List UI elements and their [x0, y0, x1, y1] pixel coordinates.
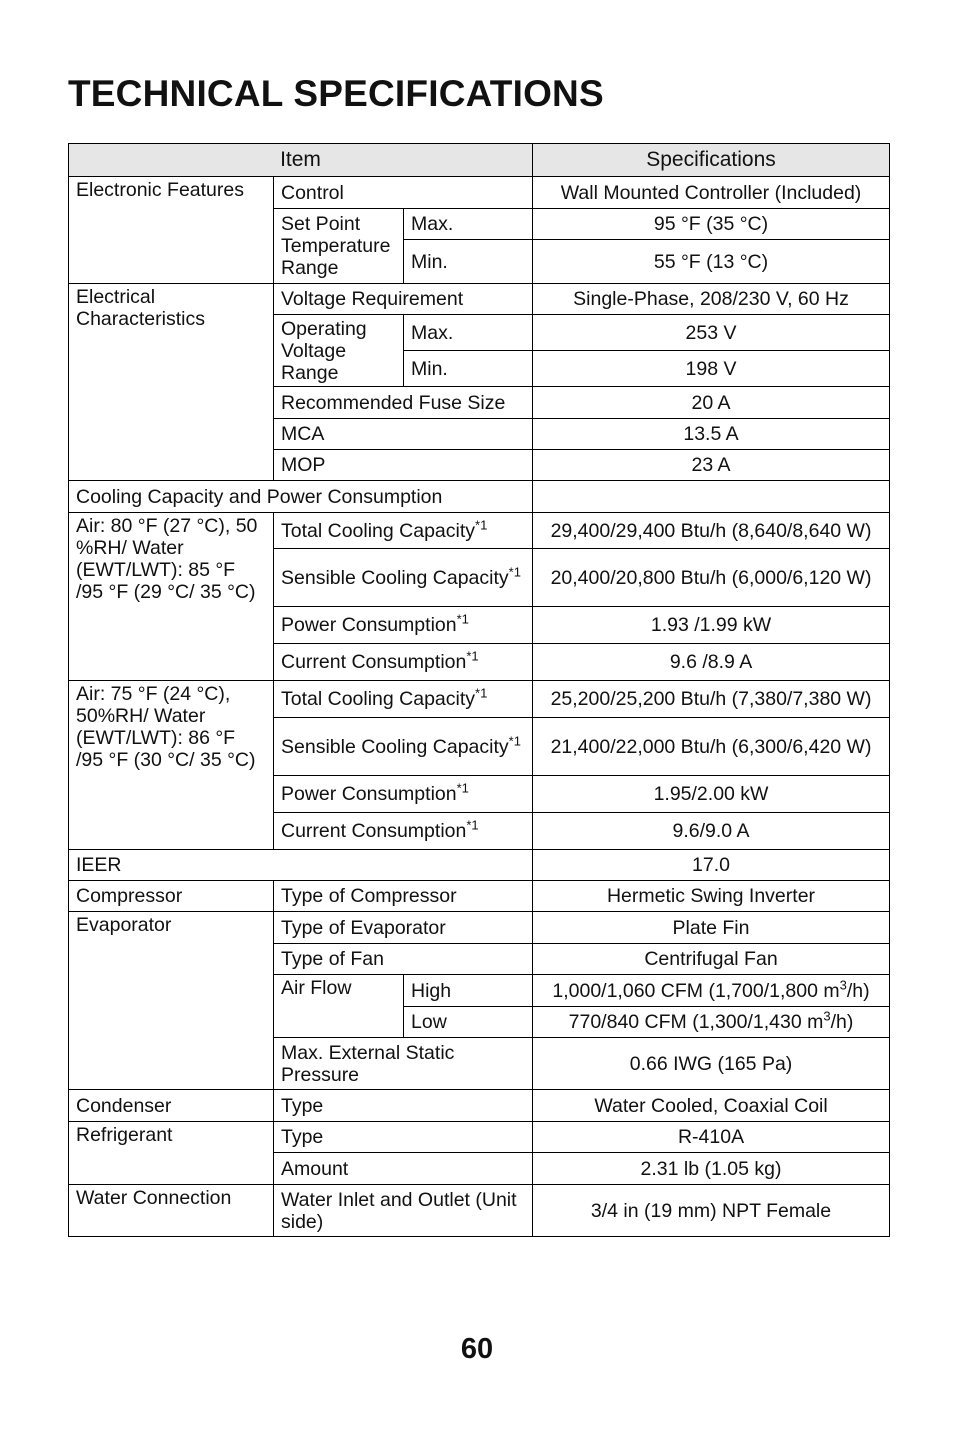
spec-value: Water Cooled, Coaxial Coil [533, 1090, 890, 1122]
spec-value: 17.0 [533, 850, 890, 881]
row-label: Electronic Features [69, 177, 274, 284]
spec-value: 198 V [533, 351, 890, 387]
sub-label-text: Total Cooling Capacity [281, 519, 476, 542]
table-row [69, 881, 890, 912]
spec-value: R-410A [533, 1122, 890, 1153]
table-row [69, 912, 890, 944]
header-row [69, 144, 890, 177]
spec-value: 253 V [533, 315, 890, 351]
spec-value: Hermetic Swing Inverter [533, 881, 890, 912]
sub-label: Type [274, 1090, 533, 1122]
row-label: Evaporator [69, 912, 274, 1090]
table-row [69, 177, 890, 209]
footnote-ref: *1 [475, 517, 488, 532]
sub-label: Type of Fan [274, 944, 533, 975]
sub-label [274, 513, 533, 549]
spec-value: 21,400/22,000 Btu/h (6,300/6,420 W) [533, 718, 890, 776]
row-label: IEER [69, 850, 533, 881]
sub-label [274, 607, 533, 644]
footnote-ref: *1 [508, 564, 521, 579]
footnote-ref: *1 [456, 611, 469, 627]
spec-value: Single-Phase, 208/230 V, 60 Hz [533, 284, 890, 315]
superscript: 3 [823, 1008, 831, 1024]
spec-value-empty [533, 481, 890, 513]
spec-value-tail: /h) [830, 1011, 854, 1033]
header-item: Item [69, 144, 533, 177]
sub-label [274, 681, 533, 718]
spec-value: 23 A [533, 450, 890, 481]
spec-value: 20 A [533, 387, 890, 419]
sub-label: Type of Compressor [274, 881, 533, 912]
sub-sub-label: Min. [404, 240, 533, 284]
spec-value: 29,400/29,400 Btu/h (8,640/8,640 W) [533, 513, 890, 549]
sub-label: MCA [274, 419, 533, 450]
spec-value: Wall Mounted Controller (Included) [533, 177, 890, 209]
spec-value [533, 1007, 890, 1038]
sub-label: Recommended Fuse Size [274, 387, 533, 419]
footnote-ref: *1 [508, 733, 521, 748]
row-label: Refrigerant [69, 1122, 274, 1185]
sub-label-text: Sensible Cooling Capacity [281, 735, 509, 758]
footnote-ref: *1 [475, 685, 488, 701]
footnote-ref: *1 [456, 780, 469, 796]
sub-label-text: Current Consumption [281, 820, 467, 842]
sub-sub-label: Low [404, 1007, 533, 1038]
table-row [69, 1122, 890, 1153]
sub-label [274, 644, 533, 681]
sub-label: Set Point Temperature Range [274, 209, 404, 284]
page-title: TECHNICAL SPECIFICATIONS [68, 73, 604, 114]
table-row [69, 481, 890, 513]
sub-label: Operating Voltage Range [274, 315, 404, 387]
sub-label: Type of Evaporator [274, 912, 533, 944]
spec-value-tail: /h) [846, 979, 870, 1002]
sub-label: MOP [274, 450, 533, 481]
table-row [69, 681, 890, 718]
spec-value: 9.6/9.0 A [533, 813, 890, 850]
footnote-ref: *1 [466, 817, 479, 833]
spec-value: 95 °F (35 °C) [533, 209, 890, 240]
table-row [69, 850, 890, 881]
sub-label: Type [274, 1122, 533, 1153]
sub-label-text: Power Consumption [281, 783, 457, 805]
row-label: Electrical Characteristics [69, 284, 274, 481]
sub-label [274, 718, 533, 776]
spec-value: 9.6 /8.9 A [533, 644, 890, 681]
spec-value-text: 1,000/1,060 CFM (1,700/1,800 m [552, 979, 840, 1002]
sub-label-text: Sensible Cooling Capacity [281, 566, 509, 589]
sub-sub-label: Min. [404, 351, 533, 387]
sub-sub-label: High [404, 975, 533, 1007]
sub-label [274, 813, 533, 850]
sub-label: Voltage Requirement [274, 284, 533, 315]
condition-label: Air: 80 °F (27 °C), 50 %RH/ Water (EWT/LWT): 85 °F /95 °F (29 °C/ 35 °C) [69, 513, 274, 681]
spec-value [533, 975, 890, 1007]
sub-label-text: Total Cooling Capacity [281, 688, 476, 710]
table-row [69, 284, 890, 315]
spec-value: 2.31 lb (1.05 kg) [533, 1153, 890, 1185]
sub-sub-label: Max. [404, 209, 533, 240]
sub-label: Amount [274, 1153, 533, 1185]
sub-label: Air Flow [274, 975, 404, 1038]
sub-sub-label: Max. [404, 315, 533, 351]
section-label: Cooling Capacity and Power Consumption [69, 481, 533, 513]
sub-label: Max. External Static Pressure [274, 1038, 533, 1090]
spec-value: 0.66 IWG (165 Pa) [533, 1038, 890, 1090]
spec-value: 1.95/2.00 kW [533, 776, 890, 813]
spec-value: 25,200/25,200 Btu/h (7,380/7,380 W) [533, 681, 890, 718]
row-label: Compressor [69, 881, 274, 912]
spec-value: 13.5 A [533, 419, 890, 450]
sub-label [274, 776, 533, 813]
spec-value: 3/4 in (19 mm) NPT Female [533, 1185, 890, 1237]
sub-label-text: Power Consumption [281, 614, 457, 636]
spec-value: Plate Fin [533, 912, 890, 944]
table-row [69, 513, 890, 549]
condition-label: Air: 75 °F (24 °C), 50%RH/ Water (EWT/LWT): 86 °F /95 °F (30 °C/ 35 °C) [69, 681, 274, 850]
table-row [69, 1090, 890, 1122]
footnote-ref: *1 [466, 648, 479, 664]
sub-label-text: Current Consumption [281, 651, 467, 673]
superscript: 3 [839, 977, 847, 992]
sub-label [274, 549, 533, 607]
spec-value: 55 °F (13 °C) [533, 240, 890, 284]
spec-value-text: 770/840 CFM (1,300/1,430 m [568, 1011, 824, 1033]
row-label: Condenser [69, 1090, 274, 1122]
spec-value: 20,400/20,800 Btu/h (6,000/6,120 W) [533, 549, 890, 607]
spec-value: 1.93 /1.99 kW [533, 607, 890, 644]
spec-table [68, 143, 890, 1237]
spec-value: Centrifugal Fan [533, 944, 890, 975]
page-number: 60 [460, 1333, 494, 1365]
row-label: Water Connection [69, 1185, 274, 1237]
table-row [69, 1185, 890, 1237]
sub-label: Water Inlet and Outlet (Unit side) [274, 1185, 533, 1237]
sub-label: Control [274, 177, 533, 209]
header-specifications: Specifications [533, 144, 890, 177]
